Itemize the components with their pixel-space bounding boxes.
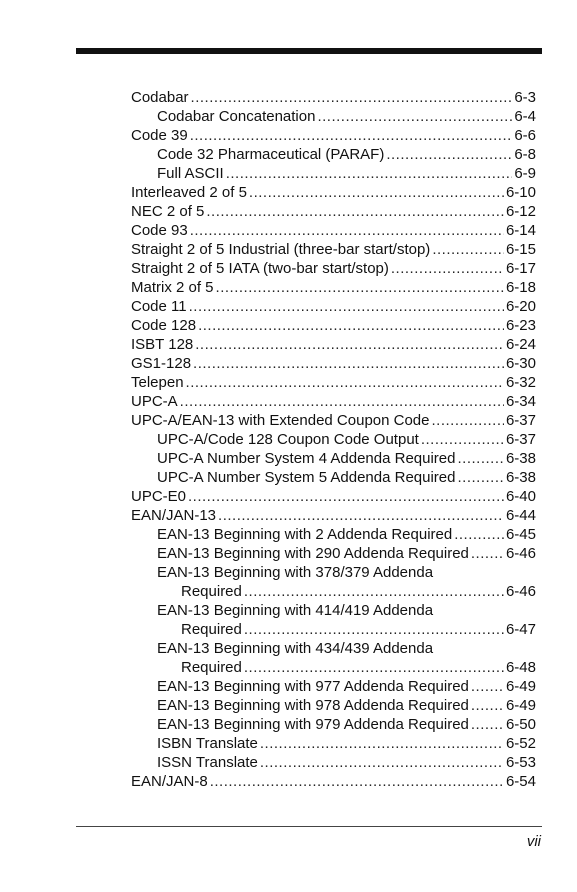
dot-leader — [432, 411, 504, 430]
toc-entry-title: Code 11 — [131, 298, 187, 315]
toc-entry-page: 6-38 — [505, 450, 536, 467]
toc-entry-page: 6-46 — [505, 545, 536, 562]
toc-entry-page: 6-4 — [514, 108, 536, 125]
toc-entry-page: 6-49 — [505, 678, 536, 695]
dot-leader — [471, 677, 504, 696]
toc-entry[interactable] — [131, 411, 536, 430]
toc-entry-page: 6-53 — [505, 754, 536, 771]
toc-entry[interactable] — [131, 487, 536, 506]
toc-entry-page: 6-9 — [514, 165, 536, 182]
toc-entry-page: 6-17 — [505, 260, 536, 277]
dot-leader — [190, 221, 504, 240]
dot-leader — [195, 335, 504, 354]
dot-leader — [206, 202, 504, 221]
toc-entry[interactable] — [131, 582, 536, 601]
toc-entry-page: 6-3 — [514, 89, 536, 106]
dot-leader — [471, 715, 504, 734]
dot-leader — [454, 525, 504, 544]
toc-entry-page: 6-37 — [505, 412, 536, 429]
dot-leader — [471, 544, 504, 563]
toc-entry-page: 6-50 — [505, 716, 536, 733]
toc-entry-title: UPC-A/EAN-13 with Extended Coupon Code — [131, 412, 430, 429]
dot-leader — [198, 316, 504, 335]
toc-entry-title: EAN-13 Beginning with 378/379 Addenda — [157, 564, 434, 581]
toc-entry-page: 6-15 — [505, 241, 536, 258]
toc-entry[interactable] — [131, 259, 536, 278]
toc-entry[interactable] — [131, 772, 536, 791]
dot-leader — [471, 696, 504, 715]
toc-entry[interactable] — [131, 696, 536, 715]
toc-entry[interactable] — [131, 601, 536, 620]
toc-entry-title: EAN/JAN-13 — [131, 507, 217, 524]
toc-entry-title: EAN-13 Beginning with 978 Addenda Required — [157, 697, 469, 714]
toc-entry[interactable] — [131, 734, 536, 753]
toc-entry[interactable] — [131, 677, 536, 696]
toc-entry-page: 6-12 — [505, 203, 536, 220]
toc-entry[interactable] — [131, 107, 536, 126]
toc-entry[interactable] — [131, 506, 536, 525]
toc-entry[interactable] — [131, 316, 536, 335]
toc-entry[interactable] — [131, 354, 536, 373]
dot-leader — [189, 297, 504, 316]
toc-entry-title: EAN-13 Beginning with 290 Addenda Required — [157, 545, 469, 562]
toc-entry-title: UPC-A Number System 4 Addenda Required — [157, 450, 456, 467]
dot-leader — [386, 145, 512, 164]
dot-leader — [216, 278, 504, 297]
dot-leader — [190, 126, 513, 145]
toc-entry-title: Straight 2 of 5 IATA (two-bar start/stop) — [131, 260, 389, 277]
toc-entry-page: 6-24 — [505, 336, 536, 353]
dot-leader — [186, 373, 504, 392]
toc-entry-title: UPC-A — [131, 393, 178, 410]
toc-entry[interactable] — [131, 221, 536, 240]
toc-entry-title: EAN-13 Beginning with 977 Addenda Required — [157, 678, 469, 695]
toc-entry[interactable] — [131, 278, 536, 297]
toc-entry[interactable] — [131, 468, 536, 487]
toc-entry-page: 6-48 — [505, 659, 536, 676]
toc-entry-title: UPC-E0 — [131, 488, 187, 505]
dot-leader — [210, 772, 504, 791]
toc-entry[interactable] — [131, 639, 536, 658]
toc-entry-title: ISBN Translate — [157, 735, 258, 752]
dot-leader — [317, 107, 512, 126]
dot-leader — [421, 430, 504, 449]
toc-entry[interactable] — [131, 544, 536, 563]
toc-entry[interactable] — [131, 753, 536, 772]
toc-entry-page: 6-44 — [505, 507, 536, 524]
toc-entry-page: 6-40 — [505, 488, 536, 505]
toc-entry-page: 6-52 — [505, 735, 536, 752]
toc-entry-page: 6-45 — [505, 526, 536, 543]
toc-entry-title: EAN-13 Beginning with 2 Addenda Required — [157, 526, 453, 543]
toc-entry[interactable] — [131, 164, 536, 183]
toc-entry-page: 6-30 — [505, 355, 536, 372]
toc-entry[interactable] — [131, 297, 536, 316]
dot-leader — [193, 354, 504, 373]
toc-entry-title: EAN-13 Beginning with 414/419 Addenda — [157, 602, 434, 619]
footer-rule — [76, 826, 542, 827]
toc-entry[interactable] — [131, 126, 536, 145]
toc-entry[interactable] — [131, 620, 536, 639]
toc-entry-page: 6-10 — [505, 184, 536, 201]
toc-entry-title: Code 39 — [131, 127, 188, 144]
toc-entry-page: 6-34 — [505, 393, 536, 410]
toc-entry[interactable] — [131, 392, 536, 411]
toc-entry-title: Required — [181, 621, 242, 638]
toc-entry[interactable] — [131, 88, 536, 107]
toc-entry[interactable] — [131, 145, 536, 164]
toc-entry-page: 6-47 — [505, 621, 536, 638]
toc-entry[interactable] — [131, 240, 536, 259]
dot-leader — [244, 620, 504, 639]
toc-entry-title: Codabar — [131, 89, 189, 106]
toc-entry[interactable] — [131, 373, 536, 392]
dot-leader — [180, 392, 504, 411]
dot-leader — [249, 183, 504, 202]
toc-entry-page: 6-20 — [505, 298, 536, 315]
toc-entry-page: 6-49 — [505, 697, 536, 714]
toc-entry-title: NEC 2 of 5 — [131, 203, 205, 220]
toc-entry-title: Code 32 Pharmaceutical (PARAF) — [157, 146, 385, 163]
toc-entry-page: 6-38 — [505, 469, 536, 486]
dot-leader — [191, 88, 513, 107]
toc-entry-page: 6-46 — [505, 583, 536, 600]
toc-entry-title: Straight 2 of 5 Industrial (three-bar start/stop) — [131, 241, 431, 258]
toc-entry-page: 6-6 — [514, 127, 536, 144]
toc-entry-page: 6-54 — [505, 773, 536, 790]
toc-entry-title: UPC-A Number System 5 Addenda Required — [157, 469, 456, 486]
toc-entry[interactable] — [131, 449, 536, 468]
toc-entry-title: Required — [181, 583, 242, 600]
dot-leader — [244, 658, 504, 677]
dot-leader — [260, 734, 504, 753]
dot-leader — [244, 582, 504, 601]
toc-entry-title: Full ASCII — [157, 165, 224, 182]
toc-entry-title: EAN-13 Beginning with 979 Addenda Required — [157, 716, 469, 733]
toc-entry[interactable] — [131, 715, 536, 734]
toc-entry-title: Matrix 2 of 5 — [131, 279, 214, 296]
toc-entry-title: EAN-13 Beginning with 434/439 Addenda — [157, 640, 434, 657]
toc-entry-title: Codabar Concatenation — [157, 108, 316, 125]
dot-leader — [457, 468, 503, 487]
toc-entry[interactable] — [131, 525, 536, 544]
toc-entry-page: 6-8 — [514, 146, 536, 163]
toc-entry-title: Required — [181, 659, 242, 676]
dot-leader — [260, 753, 504, 772]
toc-entry-title: ISBT 128 — [131, 336, 194, 353]
dot-leader — [188, 487, 504, 506]
toc-entry[interactable] — [131, 335, 536, 354]
toc-entry-title: Code 93 — [131, 222, 188, 239]
toc-entry-title: Telepen — [131, 374, 184, 391]
dot-leader — [457, 449, 503, 468]
toc-entry-page: 6-14 — [505, 222, 536, 239]
table-of-contents — [131, 88, 536, 791]
toc-entry-title: Interleaved 2 of 5 — [131, 184, 247, 201]
dot-leader — [391, 259, 504, 278]
header-rule — [76, 48, 542, 54]
toc-entry[interactable] — [131, 430, 536, 449]
dot-leader — [226, 164, 513, 183]
toc-entry-page: 6-32 — [505, 374, 536, 391]
toc-entry-title: Code 128 — [131, 317, 197, 334]
page-number: vii — [526, 833, 541, 850]
toc-entry[interactable] — [131, 658, 536, 677]
toc-entry[interactable] — [131, 183, 536, 202]
toc-entry-title: EAN/JAN-8 — [131, 773, 208, 790]
toc-entry[interactable] — [131, 202, 536, 221]
toc-entry-page: 6-23 — [505, 317, 536, 334]
dot-leader — [432, 240, 504, 259]
toc-entry-title: GS1-128 — [131, 355, 192, 372]
toc-entry[interactable] — [131, 563, 536, 582]
toc-entry-page: 6-37 — [505, 431, 536, 448]
toc-entry-page: 6-18 — [505, 279, 536, 296]
dot-leader — [218, 506, 504, 525]
toc-entry-title: UPC-A/Code 128 Coupon Code Output — [157, 431, 419, 448]
toc-entry-title: ISSN Translate — [157, 754, 258, 771]
